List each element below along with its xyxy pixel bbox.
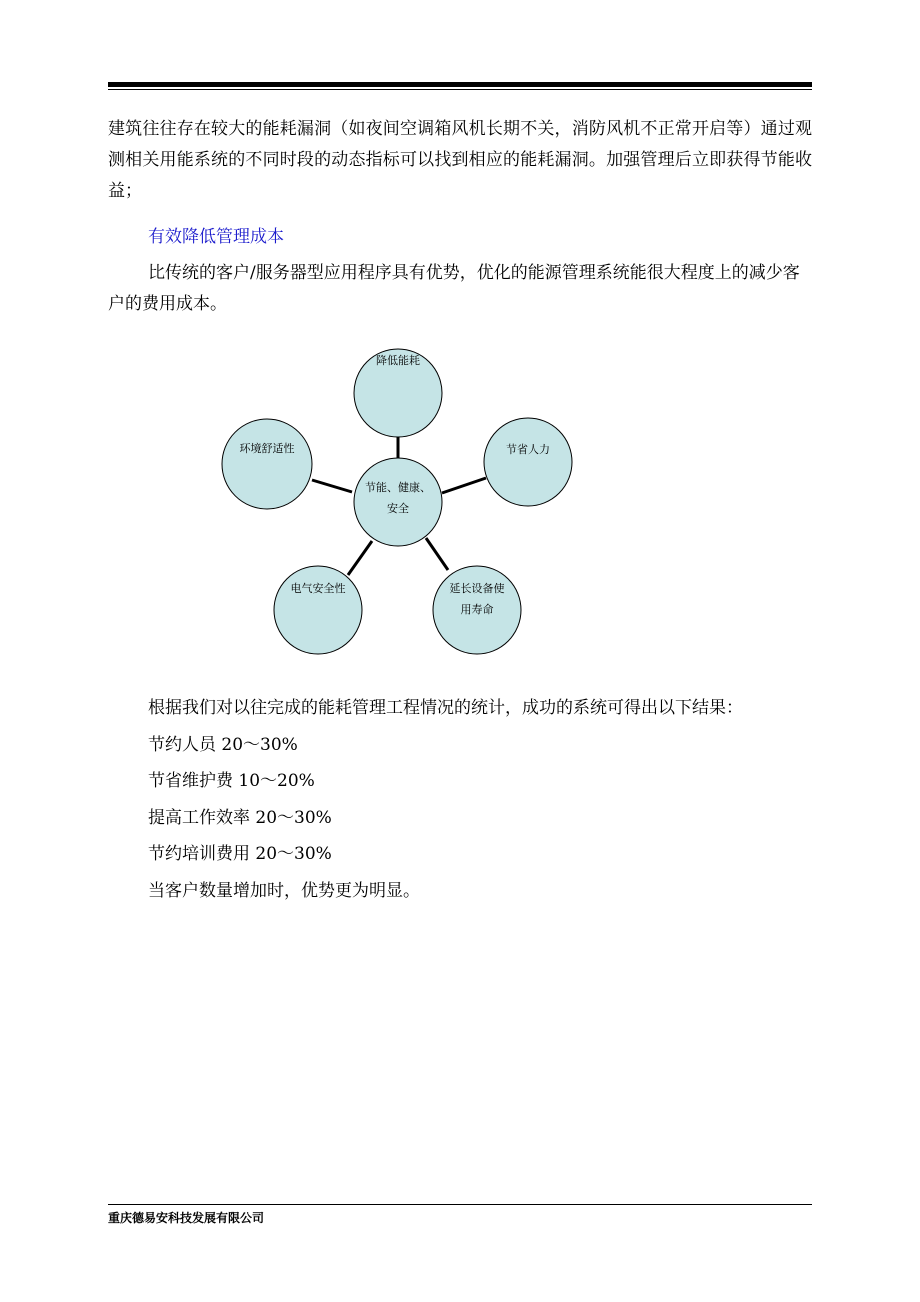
- header-rule: [108, 82, 812, 87]
- connector-left: [312, 480, 352, 492]
- connector-bottom-right: [426, 538, 448, 570]
- node-bottom-right-label-1: 延长设备使: [449, 582, 505, 595]
- node-bottom-left: [274, 566, 362, 654]
- node-center: [354, 458, 442, 546]
- section-heading: 有效降低管理成本: [148, 227, 284, 247]
- intro-paragraph: 建筑往往存在较大的能耗漏洞（如夜间空调箱风机长期不关，消防风机不正常开启等）通过观测相关用能系统的不同时段的动态指标可以找到相应的能耗漏洞。加强管理后立即获得节能收益；: [108, 119, 812, 201]
- connector-bottom-left: [348, 541, 372, 575]
- header-rule-thin: [108, 89, 812, 90]
- node-left: [222, 419, 312, 509]
- footer-company: 重庆德易安科技发展有限公司: [108, 1211, 265, 1225]
- result-item: 当客户数量增加时，优势更为明显。: [148, 880, 420, 901]
- node-bottom-left-label: 电气安全性: [290, 582, 346, 595]
- footer-rule: [108, 1204, 812, 1205]
- node-top: [354, 349, 442, 437]
- result-item: 节约人员 20～30%: [148, 734, 298, 755]
- result-item: 提高工作效率 20～30%: [148, 807, 332, 828]
- node-bottom-right: [433, 566, 521, 654]
- benefits-diagram: [210, 330, 600, 670]
- node-right-label: 节省人力: [506, 443, 550, 456]
- node-bottom-right-label-2: 用寿命: [460, 603, 494, 616]
- node-right: [484, 418, 572, 506]
- node-top-label: 降低能耗: [376, 354, 420, 367]
- connector-right: [442, 478, 486, 493]
- node-center-label-1: 节能、健康、: [365, 481, 431, 494]
- node-center-label-2: 安全: [387, 502, 409, 515]
- result-item: 节省维护费 10～20%: [148, 771, 315, 791]
- node-left-label: 环境舒适性: [239, 442, 295, 455]
- section-paragraph: 比传统的客户/服务器型应用程序具有优势，优化的能源管理系统能很大程度上的减少客户的费用成本。: [108, 263, 800, 314]
- result-item: 节约培训费用 20～30%: [148, 844, 332, 864]
- results-list: [148, 693, 743, 912]
- results-intro: 根据我们对以往完成的能耗管理工程情况的统计，成功的系统可得出以下结果：: [148, 698, 743, 718]
